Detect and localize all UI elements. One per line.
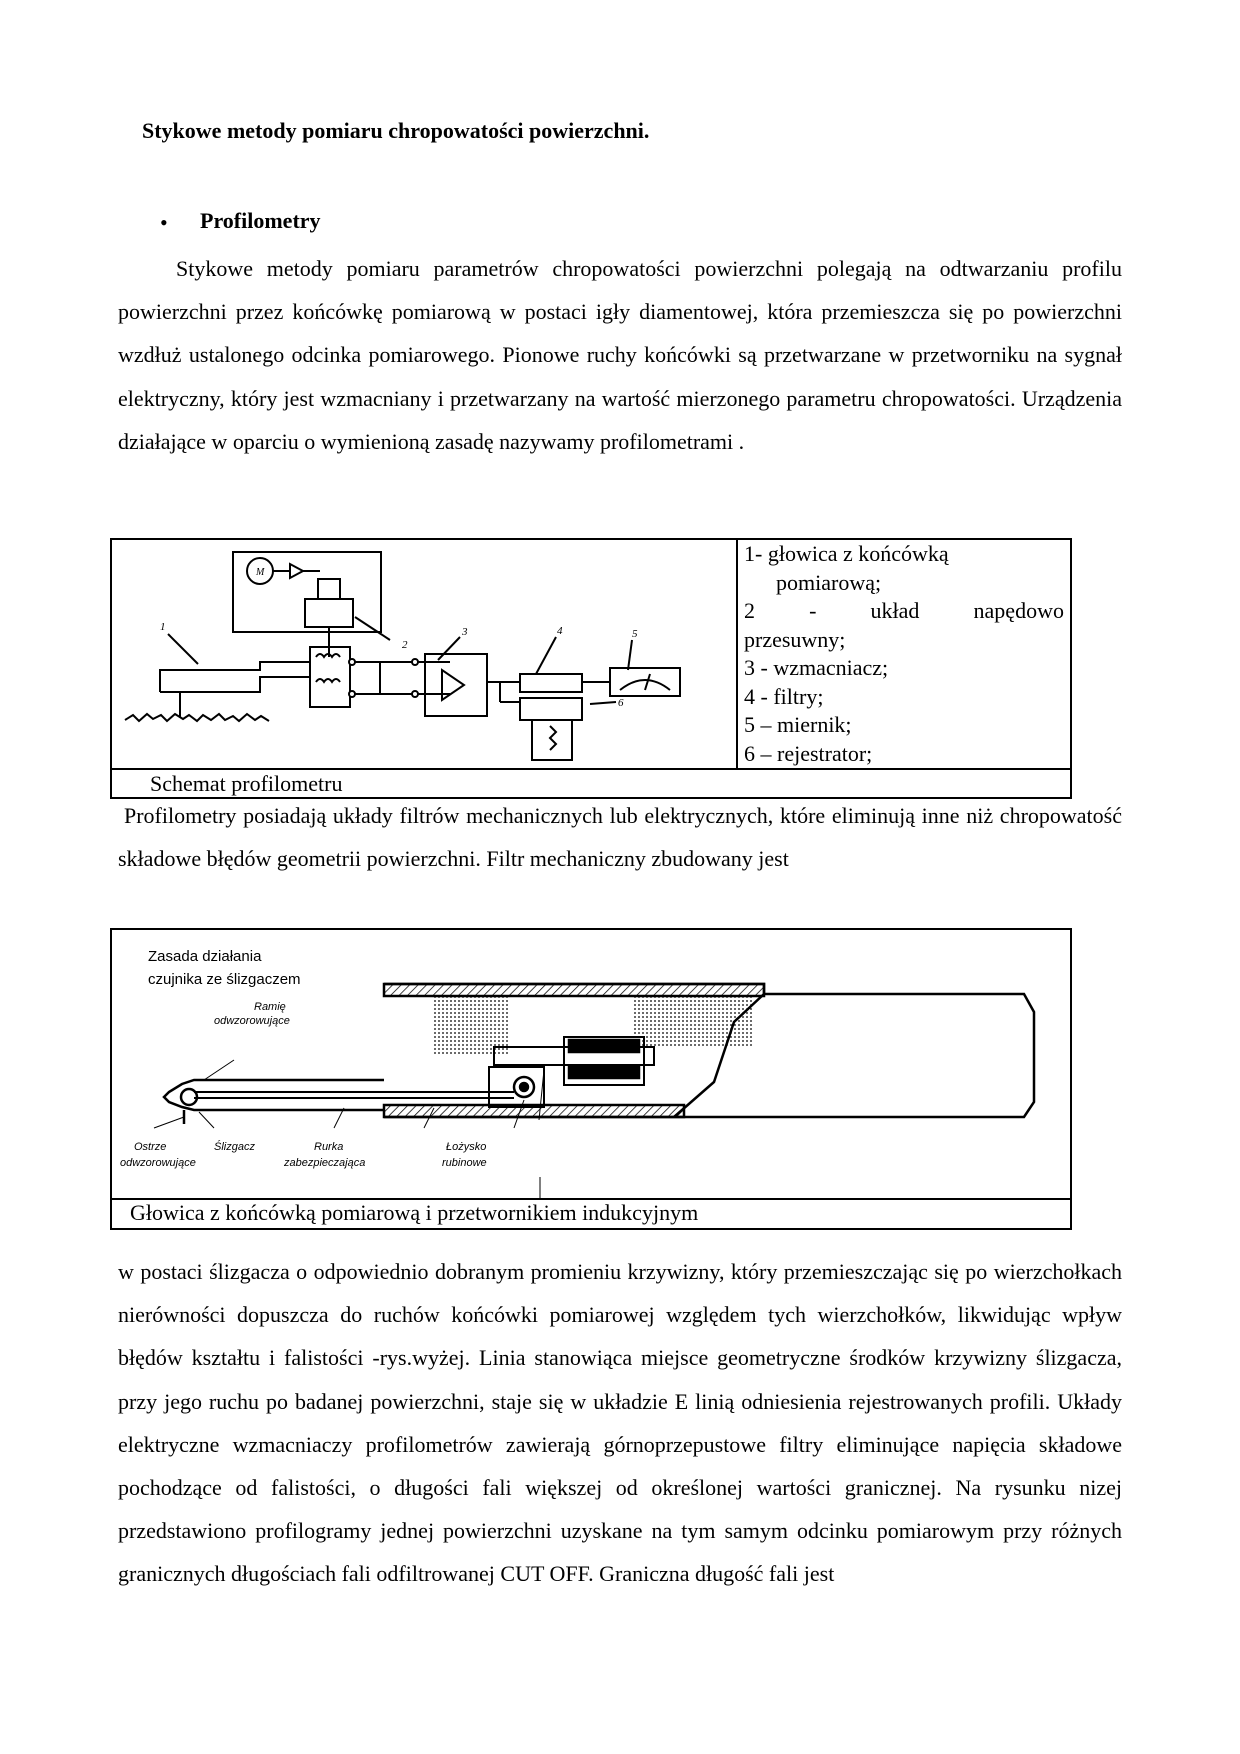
amplifier-icon [442, 670, 464, 700]
legend-item-1: 1- głowica z końcówką [744, 541, 949, 566]
meter-box [610, 668, 680, 696]
bearing-label-line1: Łożysko [446, 1141, 487, 1153]
bullet-point: • [160, 210, 168, 235]
legend-item-3: 3 - wzmacniacz; [744, 655, 889, 680]
tube-label-line1: Rurka [314, 1141, 344, 1153]
surface-profile [125, 714, 269, 721]
arm-label-line2: odwzorowujące [214, 1015, 290, 1027]
paragraph-skid: w postaci ślizgacza o odpowiednio dobranym promieniu krzywizny, który przemieszczając się po wierzchołkach nierówności dopuszcza do ruchów końcówki pomiarowej względem tych wierzchołków, likwidując wpływ błędów kształtu i falistości -rys.wyżej. Linia stanowiąca miejsce geometryczne środków krzywizny ślizgacza, przy jego ruchu po badanej powierzchni, staje się w układzie E linią odniesienia rejestrowanych profili. Układy elektryczne wzmacniaczy profilometrów zawierają górnoprzepustowe filtry eliminujące napięcia składowe pochodzące od falistości, o długości fali większej od określonej wartości granicznej. Na rysunku nizej przedstawiono profilogramy jednej powierzchni uzyskane na tym samym odcinku pomiarowym przy różnych granicznych długościach fali odfiltrowanej CUT OFF. Graniczna długość fali jest [118, 1259, 1122, 1587]
filter-box [520, 674, 582, 692]
bearing-label-line2: rubinowe [442, 1157, 487, 1169]
diagram-title-line1: Zasada działania [148, 948, 262, 965]
paragraph-filters: Profilometry posiadają układy filtrów mechanicznych lub elektrycznych, które eliminują inne niż chropowatość składowe błędów geometrii powierzchni. Filtr mechaniczny zbudowany jest [118, 803, 1122, 872]
legend-item-4: 4 - filtry; [744, 683, 824, 709]
diagram-label-2: 2 [402, 639, 408, 651]
diagram-label-6: 6 [618, 697, 624, 709]
tip-label-line1: Ostrze [134, 1141, 167, 1153]
diagram-label-motor: M [256, 567, 265, 578]
stylus-head-drawing [114, 932, 1068, 1198]
diagram-label-4: 4 [557, 625, 563, 637]
diagram-label-1: 1 [160, 621, 166, 633]
legend-item-1-cont: pomiarową; [776, 569, 882, 595]
legend-item-6: 6 – rejestrator; [744, 740, 873, 766]
paragraph-intro: Stykowe metody pomiaru parametrów chropowatości powierzchni polegają na odtwarzaniu profilu powierzchni przez końcówkę pomiarową w postaci igły diamentowej, która przemieszcza się po powierzchni wzdłuż ustalonego odcinka pomiarowego. Pionowe ruchy końcówki są przetwarzane w przetworniku na sygnał elektryczny, który jest wzmacniany i przetwarzany na wartość mierzonego parametru chropowatości. Urządzenia działające w oparciu o wymienioną zasadę nazywamy profilometrami . [118, 256, 1122, 454]
figure-legend [744, 540, 1064, 768]
skid-label: Ślizgacz [214, 1141, 255, 1153]
diagram-title-line2: czujnika ze ślizgaczem [148, 971, 301, 988]
section-heading: Profilometry [200, 208, 321, 233]
amplifier-box [425, 654, 487, 716]
legend-item-2-cont: przesuwny; [744, 626, 846, 652]
diagram-label-5: 5 [632, 628, 638, 640]
figure-divider [110, 768, 1072, 770]
tip-label-line2: odwzorowujące [120, 1157, 196, 1169]
recorder-box [520, 698, 582, 720]
page-title: Stykowe metody pomiaru chropowatości powierzchni. [142, 118, 650, 143]
diagram-label-3: 3 [462, 626, 468, 638]
legend-item-2: 2 - układ napędowo [744, 598, 1064, 623]
figure1-caption: Schemat profilometru [150, 771, 343, 796]
arm-label-line1: Ramię [254, 1001, 286, 1013]
legend-item-5: 5 – miernik; [744, 712, 852, 737]
profilometer-schematic [120, 542, 732, 766]
figure-divider [736, 538, 738, 770]
figure2-caption: Głowica z końcówką pomiarową i przetwornikiem indukcyjnym [130, 1200, 699, 1225]
tube-label-line2: zabezpieczająca [284, 1157, 366, 1169]
